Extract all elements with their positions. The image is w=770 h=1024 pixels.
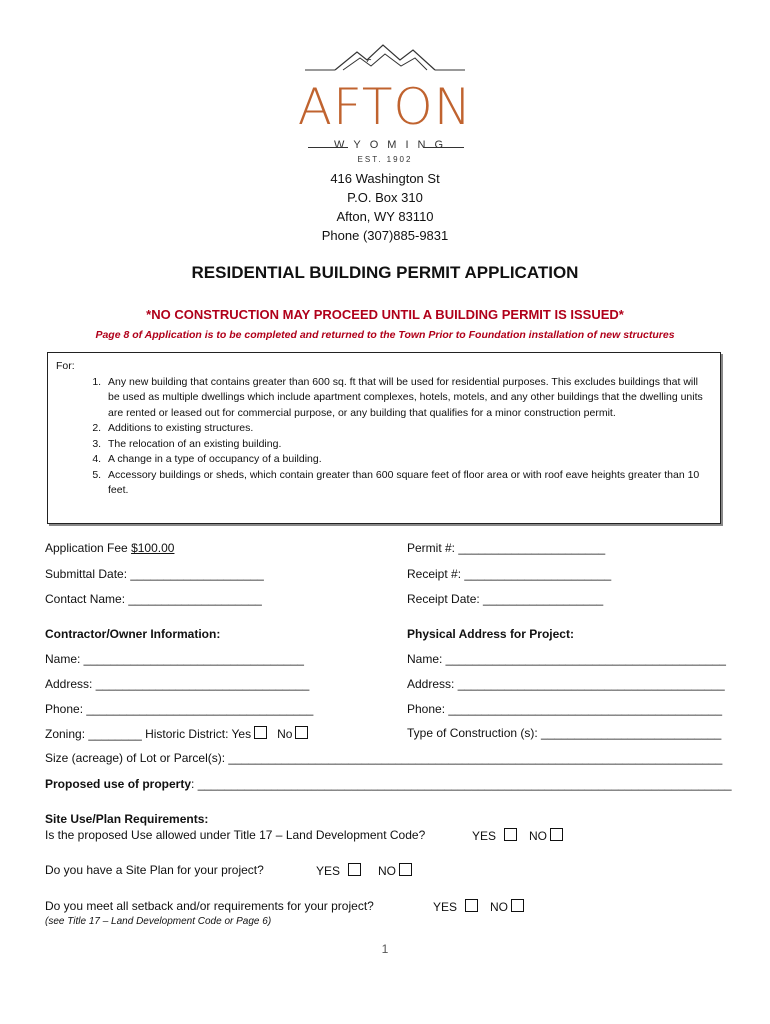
historic-no-label: No [277, 727, 293, 741]
scope-item: 2. Additions to existing structures. [104, 421, 706, 437]
no-label: NO [529, 829, 547, 843]
fee-label: Application Fee [45, 541, 132, 555]
town-address [0, 169, 770, 245]
fee-value: $100.00 [131, 541, 175, 555]
zoning-field: Zoning: ________ Historic District: Yes [45, 727, 252, 741]
address-po-box: P.O. Box 310 [347, 190, 423, 205]
q1-yes-checkbox[interactable] [504, 828, 517, 841]
setback-note: (see Title 17 – Land Development Code or Page 6) [45, 916, 272, 927]
q2-no [378, 863, 412, 878]
physical-address-heading: Physical Address for Project: [407, 627, 574, 641]
proposed-use-row[interactable] [45, 777, 732, 791]
project-name-field[interactable]: Name: __________________________________________ [407, 652, 726, 666]
page-title: RESIDENTIAL BUILDING PERMIT APPLICATION [191, 263, 579, 282]
q3-no-checkbox[interactable] [511, 899, 524, 912]
permit-number-field[interactable]: Permit #: ______________________ [407, 541, 606, 555]
q2-no-checkbox[interactable] [399, 863, 412, 876]
scope-item: 4. A change in a type of occupancy of a building. [104, 452, 706, 468]
receipt-number-field[interactable]: Receipt #: ______________________ [407, 567, 612, 581]
construction-type-field[interactable]: Type of Construction (s): ___________________________ [407, 726, 722, 740]
historic-yes-checkbox[interactable] [254, 726, 267, 739]
scope-item: 1. Any new building that contains greater than 600 sq. ft that will be used for residential purposes. This excludes buildings that will be used as multiple dwellings which include apartment complexes, hotels, motels, and any other buildings that the dwelling units are rented or leased out for commercial purpose, or any building that qualifies for a minor construction permit. [104, 375, 706, 422]
q3-yes [433, 899, 478, 914]
question-setback: Do you meet all setback and/or requirements for your project? [45, 899, 374, 913]
historic-no-checkbox[interactable] [295, 726, 308, 739]
proposed-use-label: Proposed use of property [45, 777, 192, 791]
contractor-name-field[interactable]: Name: _________________________________ [45, 652, 304, 666]
site-use-heading: Site Use/Plan Requirements: [45, 812, 209, 826]
contact-name-field[interactable]: Contact Name: ____________________ [45, 592, 262, 606]
project-address-field[interactable]: Address: ________________________________________ [407, 677, 725, 691]
lot-size-field[interactable]: Size (acreage) of Lot or Parcel(s): __________________________________________________________________________ [45, 751, 723, 765]
receipt-date-field[interactable]: Receipt Date: __________________ [407, 592, 604, 606]
yes-label: YES [316, 864, 341, 878]
q2-yes-checkbox[interactable] [348, 863, 361, 876]
submittal-date-field[interactable]: Submittal Date: ____________________ [45, 567, 264, 581]
question-site-plan: Do you have a Site Plan for your project? [45, 863, 264, 877]
q1-yes [472, 828, 517, 843]
address-street: 416 Washington St [330, 171, 440, 186]
question-title-17: Is the proposed Use allowed under Title 17 – Land Development Code? [45, 828, 426, 842]
address-city: Afton, WY 83110 [336, 209, 434, 224]
logo-name: AFTON [297, 78, 473, 136]
address-phone: Phone (307)885-9831 [321, 228, 449, 243]
scope-intro: For: [56, 360, 75, 372]
yes-label: YES [433, 900, 458, 914]
page-number: 1 [381, 942, 389, 956]
construction-warning: *NO CONSTRUCTION MAY PROCEED UNTIL A BUILDING PERMIT IS ISSUED* [146, 307, 624, 322]
contractor-phone-field[interactable]: Phone: __________________________________ [45, 702, 314, 716]
q3-no [490, 899, 524, 914]
q2-yes [316, 863, 361, 878]
scope-item: 3. The relocation of an existing building. [104, 437, 706, 453]
submission-note: Page 8 of Application is to be completed and returned to the Town Prior to Foundation installation of new structures [95, 329, 675, 341]
application-fee [45, 541, 174, 555]
project-phone-field[interactable]: Phone: _________________________________________ [407, 702, 722, 716]
scope-item: 5. Accessory buildings or sheds, which contain greater than 600 square feet of floor area or with roof eave heights greater than 10 feet. [104, 468, 706, 499]
q3-yes-checkbox[interactable] [465, 899, 478, 912]
contractor-address-field[interactable]: Address: ________________________________ [45, 677, 310, 691]
logo-established: EST. 1902 [357, 155, 413, 164]
proposed-use-line: : ________________________________________________________________________________ [191, 777, 732, 791]
contractor-heading: Contractor/Owner Information: [45, 627, 221, 641]
q1-no [529, 828, 563, 843]
no-label: NO [490, 900, 508, 914]
q1-no-checkbox[interactable] [550, 828, 563, 841]
yes-label: YES [472, 829, 497, 843]
no-label: NO [378, 864, 396, 878]
logo-state: WYOMING [334, 139, 452, 151]
scope-box [47, 352, 721, 524]
zoning-row [45, 726, 308, 741]
